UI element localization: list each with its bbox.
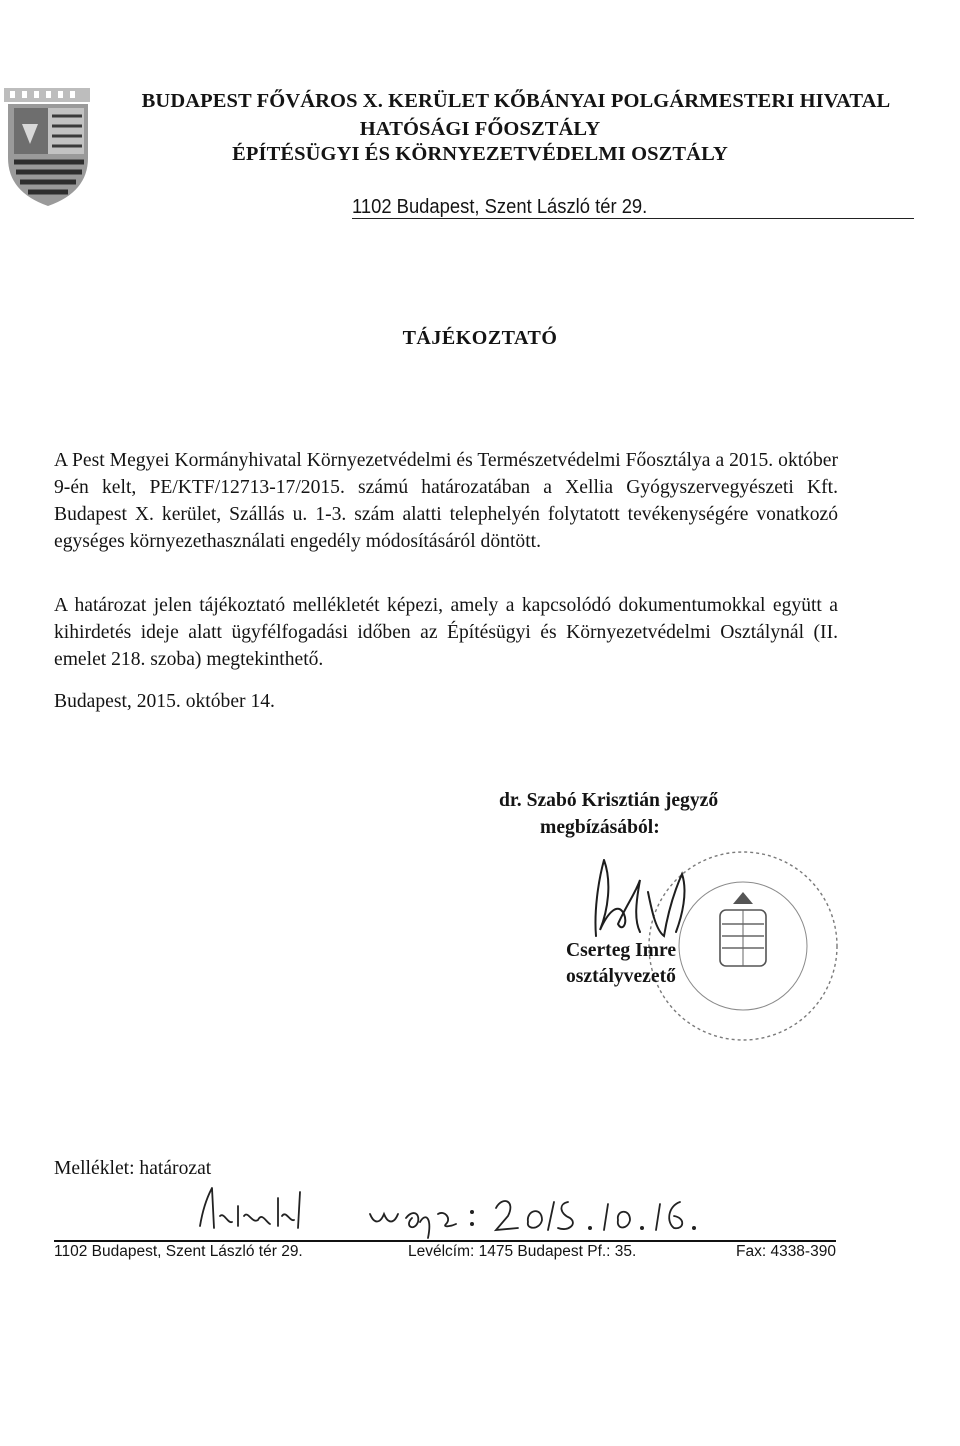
footer-fax: Fax: 4338-390 xyxy=(736,1243,836,1260)
footer-address: 1102 Budapest, Szent László tér 29. xyxy=(54,1243,303,1260)
on-behalf-of-line: dr. Szabó Krisztián jegyző xyxy=(499,790,719,811)
handwritten-posting-note xyxy=(190,1182,730,1246)
department-heading: HATÓSÁGI FŐOSZTÁLY xyxy=(359,118,601,140)
division-heading: ÉPÍTÉSÜGYI ÉS KÖRNYEZETVÉDELMI OSZTÁLY xyxy=(232,143,728,165)
on-behalf-of-suffix: megbízásából: xyxy=(540,817,660,838)
handwritten-signature xyxy=(578,852,728,942)
document-title: TÁJÉKOZTATÓ xyxy=(402,327,558,349)
signer-title: osztályvezető xyxy=(566,966,676,987)
header-divider xyxy=(352,218,914,219)
signer-name: Cserteg Imre xyxy=(566,940,677,961)
body-paragraph-2: A határozat jelen tájékoztató mellékletét képezi, amely a kapcsolódó dokumentumokkal együtt a kihirdetés ideje alatt ügyfélfogadási időben az Építésügyi és Környezetvédelmi Osztálynál (II. emelet 218. szoba) megtekinthető. xyxy=(54,595,838,670)
signer-block xyxy=(566,938,676,990)
office-name-heading: BUDAPEST FŐVÁROS X. KERÜLET KŐBÁNYAI POLGÁRMESTERI HIVATAL xyxy=(141,90,891,112)
body-paragraph-1: A Pest Megyei Kormányhivatal Környezetvédelmi és Természetvédelmi Főosztálya a 2015. október 9-én kelt, PE/KTF/12713-17/2015. számú határozatában a Xellia Gyógyszervegyészeti Kft. Budapest X. kerület, Szállás u. 1-3. szám alatti telephelyén folytatott tevékenységére vonatkozó egységes környezethasználati engedély módosításáról döntött. xyxy=(54,450,838,552)
footer-divider xyxy=(54,1240,836,1242)
date-line: Budapest, 2015. október 14. xyxy=(54,691,275,712)
footer-postal-address: Levélcím: 1475 Budapest Pf.: 35. xyxy=(408,1243,637,1260)
header-address: 1102 Budapest, Szent László tér 29. xyxy=(352,196,648,218)
attachment-line: Melléklet: határozat xyxy=(54,1158,212,1179)
